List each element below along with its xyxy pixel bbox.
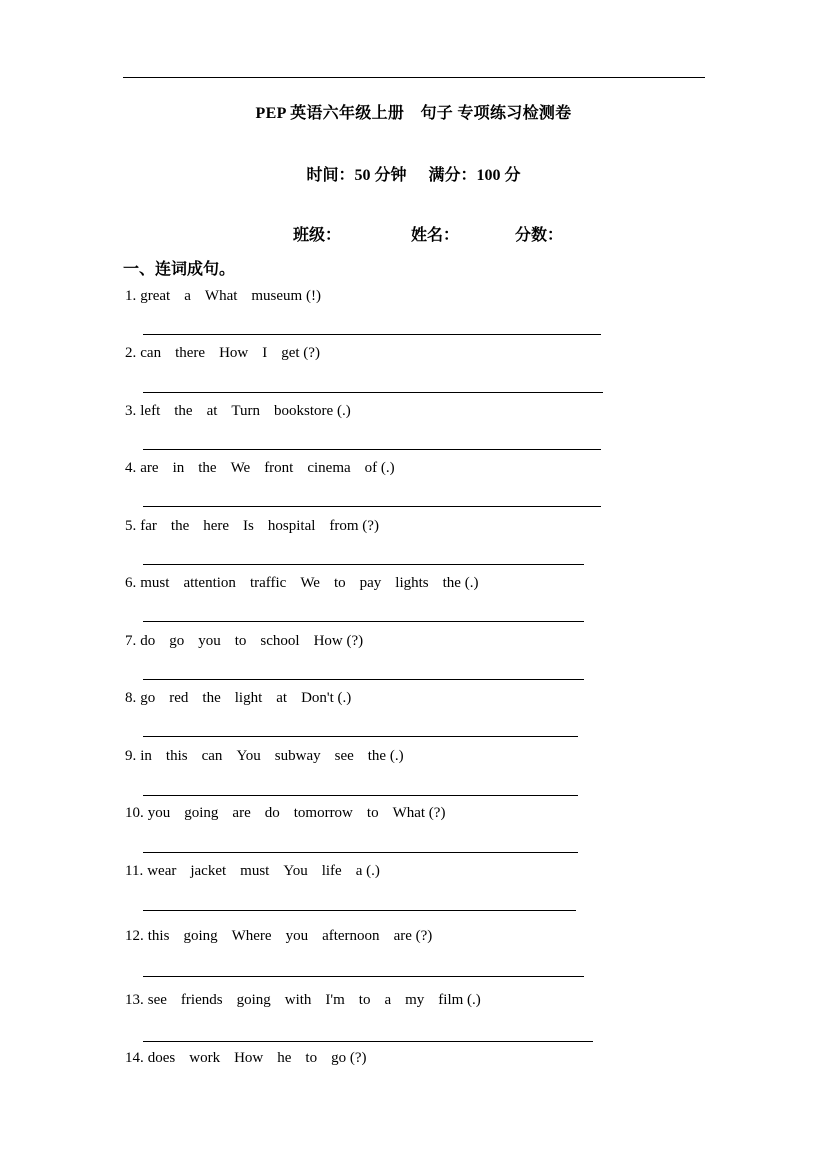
question-word: pay (359, 575, 382, 591)
question-word: of (.) (364, 460, 395, 476)
question-word: traffic (249, 575, 287, 591)
score-label: 分数： (515, 227, 564, 244)
time-limit: 时间：50 分钟 (306, 167, 407, 184)
question-word: Where (231, 928, 272, 944)
question-word: hospital (267, 518, 316, 534)
question-item (125, 748, 404, 765)
question-word: to (358, 992, 371, 1008)
question-word: this (147, 928, 170, 944)
question-word: he (277, 1050, 292, 1066)
question-word: can (140, 345, 162, 361)
question-word: at (276, 690, 288, 706)
question-word: the (198, 460, 217, 476)
answer-line[interactable] (143, 564, 584, 565)
page-title: PEP 英语六年级上册 句子 专项练习检测卷 (255, 105, 572, 122)
question-word: to (333, 575, 346, 591)
question-word: must (240, 863, 270, 879)
question-word: to (366, 805, 379, 821)
question-word: going (184, 805, 219, 821)
question-item (125, 460, 395, 477)
question-word: work (189, 1050, 221, 1066)
question-number: 2. (125, 345, 137, 361)
question-word: you (198, 633, 221, 649)
question-word: a (384, 992, 392, 1008)
answer-line[interactable] (143, 621, 584, 622)
question-item (125, 1050, 367, 1067)
question-word: lights (395, 575, 429, 591)
full-score: 满分：100 分 (428, 167, 521, 184)
question-number: 9. (125, 748, 137, 764)
question-word: must (140, 575, 170, 591)
answer-line[interactable] (143, 679, 584, 680)
question-word: far (140, 518, 157, 534)
question-word: left (140, 403, 161, 419)
question-word: you (285, 928, 309, 944)
question-number: 14. (125, 1050, 144, 1066)
student-info (293, 222, 563, 245)
question-word: I (262, 345, 268, 361)
question-number: 6. (125, 575, 137, 591)
header-rule (123, 77, 705, 78)
question-word: a (.) (355, 863, 380, 879)
question-word: go (?) (331, 1050, 367, 1066)
question-number: 4. (125, 460, 137, 476)
question-word: friends (180, 992, 223, 1008)
question-word: see (147, 992, 167, 1008)
answer-line[interactable] (143, 449, 601, 450)
question-word: are (?) (393, 928, 433, 944)
question-word: to (305, 1050, 318, 1066)
question-word: the (.) (442, 575, 479, 591)
question-word: from (?) (329, 518, 379, 534)
name-label: 姓名： (411, 227, 460, 244)
question-number: 3. (125, 403, 137, 419)
question-item (125, 345, 320, 362)
question-word: Is (243, 518, 254, 534)
question-number: 5. (125, 518, 137, 534)
question-word: are (140, 460, 159, 476)
question-word: to (234, 633, 247, 649)
question-word: the (202, 690, 221, 706)
answer-line[interactable] (143, 334, 601, 335)
section-heading: 一、连词成句。 (123, 261, 236, 278)
question-word: What (204, 288, 238, 304)
question-word: school (260, 633, 300, 649)
question-word: a (184, 288, 191, 304)
class-label: 班级： (293, 227, 342, 244)
question-number: 10. (125, 805, 144, 821)
answer-line[interactable] (143, 506, 601, 507)
answer-line[interactable] (143, 1041, 593, 1042)
answer-line[interactable] (143, 392, 603, 393)
question-word: How (234, 1050, 264, 1066)
question-word: film (.) (438, 992, 481, 1008)
question-word: We (300, 575, 320, 591)
question-item (125, 992, 481, 1009)
question-word: red (169, 690, 189, 706)
question-item (125, 575, 478, 592)
question-number: 11. (125, 863, 144, 879)
question-word: bookstore (.) (274, 403, 351, 419)
question-word: you (147, 805, 171, 821)
question-word: in (140, 748, 152, 764)
question-number: 12. (125, 928, 144, 944)
question-word: Don't (.) (301, 690, 352, 706)
answer-line[interactable] (143, 910, 576, 911)
question-item (125, 928, 432, 945)
question-word: see (334, 748, 354, 764)
question-word: the (.) (367, 748, 404, 764)
question-word: Turn (231, 403, 261, 419)
question-number: 1. (125, 288, 137, 304)
question-word: tomorrow (293, 805, 353, 821)
question-word: go (169, 633, 185, 649)
answer-line[interactable] (143, 976, 584, 977)
question-word: We (230, 460, 251, 476)
question-word: do (140, 633, 156, 649)
question-word: You (236, 748, 261, 764)
question-item (125, 518, 379, 535)
question-word: How (219, 345, 249, 361)
question-word: this (165, 748, 188, 764)
exam-meta (0, 162, 827, 185)
question-word: my (405, 992, 425, 1008)
question-number: 7. (125, 633, 137, 649)
question-word: cinema (307, 460, 351, 476)
question-item (125, 633, 363, 650)
question-word: front (264, 460, 294, 476)
question-word: there (175, 345, 206, 361)
question-word: going (183, 928, 218, 944)
question-word: go (140, 690, 156, 706)
question-word: subway (274, 748, 321, 764)
question-number: 8. (125, 690, 137, 706)
question-item (125, 863, 380, 880)
question-word: going (236, 992, 271, 1008)
question-word: afternoon (322, 928, 380, 944)
question-word: are (232, 805, 251, 821)
question-word: the (174, 403, 193, 419)
question-item (125, 690, 351, 707)
question-word: can (201, 748, 223, 764)
question-word: at (206, 403, 218, 419)
question-word: jacket (190, 863, 227, 879)
question-item (125, 288, 321, 305)
question-word: the (170, 518, 190, 534)
question-word: get (?) (281, 345, 320, 361)
question-word: light (234, 690, 263, 706)
question-word: here (203, 518, 230, 534)
question-word: How (?) (313, 633, 364, 649)
question-word: in (172, 460, 185, 476)
answer-line[interactable] (143, 852, 578, 853)
question-word: museum (!) (251, 288, 321, 304)
question-word: What (?) (392, 805, 446, 821)
question-item (125, 403, 351, 420)
answer-line[interactable] (143, 795, 578, 796)
question-word: I'm (325, 992, 345, 1008)
question-word: do (264, 805, 280, 821)
question-item (125, 805, 445, 822)
question-word: wear (147, 863, 177, 879)
answer-line[interactable] (143, 736, 578, 737)
question-word: life (321, 863, 342, 879)
question-word: does (147, 1050, 176, 1066)
question-number: 13. (125, 992, 144, 1008)
question-word: You (283, 863, 308, 879)
question-word: attention (183, 575, 236, 591)
question-word: with (284, 992, 312, 1008)
question-word: great (140, 288, 171, 304)
